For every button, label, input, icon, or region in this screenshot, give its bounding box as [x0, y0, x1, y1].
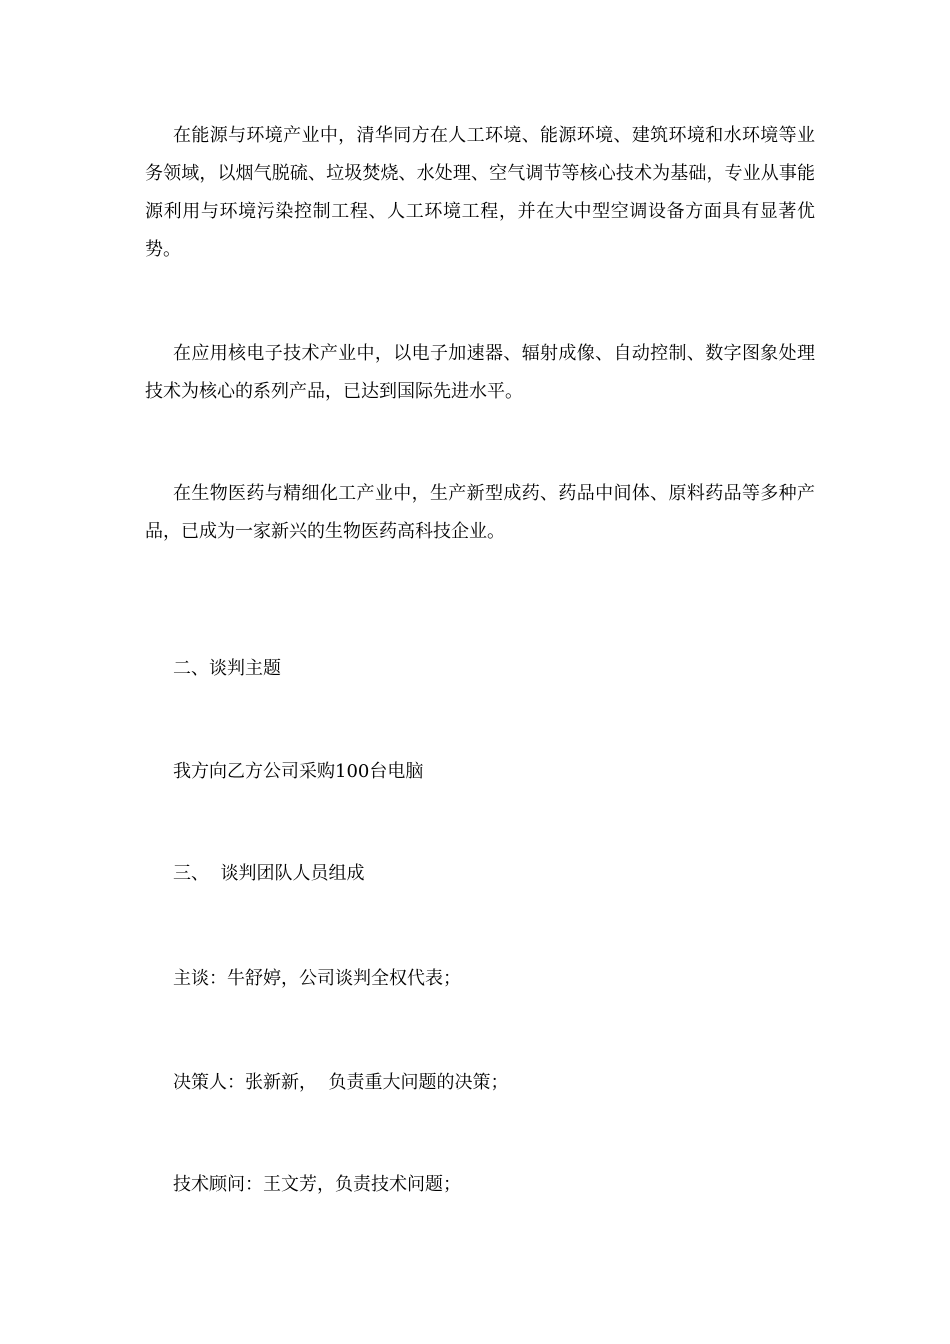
team-member-lead-negotiator: 主谈：牛舒婷，公司谈判全权代表；	[173, 968, 461, 989]
negotiation-topic-text: 我方向乙方公司采购100台电脑	[173, 761, 424, 782]
section-heading-team-composition: 三、 谈判团队人员组成	[173, 863, 365, 884]
section-heading-negotiation-topic: 二、谈判主题	[173, 658, 281, 679]
paragraph-energy-environment: 在能源与环境产业中，清华同方在人工环境、能源环境、建筑环境和水环境等业务领域，以烟气脱硫、垃圾焚烧、水处理、空气调节等核心技术为基础，专业从事能源利用与环境污染控制工程、人工环境工程，并在大中型空调设备方面具有显著优势。	[145, 125, 815, 260]
paragraph-nuclear-electronics: 在应用核电子技术产业中，以电子加速器、辐射成像、自动控制、数字图象处理技术为核心的系列产品，已达到国际先进水平。	[145, 343, 815, 402]
paragraph-biomedicine: 在生物医药与精细化工产业中，生产新型成药、药品中间体、原料药品等多种产品，已成为一家新兴的生物医药高科技企业。	[145, 483, 815, 542]
team-member-decision-maker: 决策人：张新新， 负责重大问题的决策；	[173, 1072, 509, 1093]
team-member-technical-advisor: 技术顾问：王文芳，负责技术问题；	[173, 1174, 461, 1195]
